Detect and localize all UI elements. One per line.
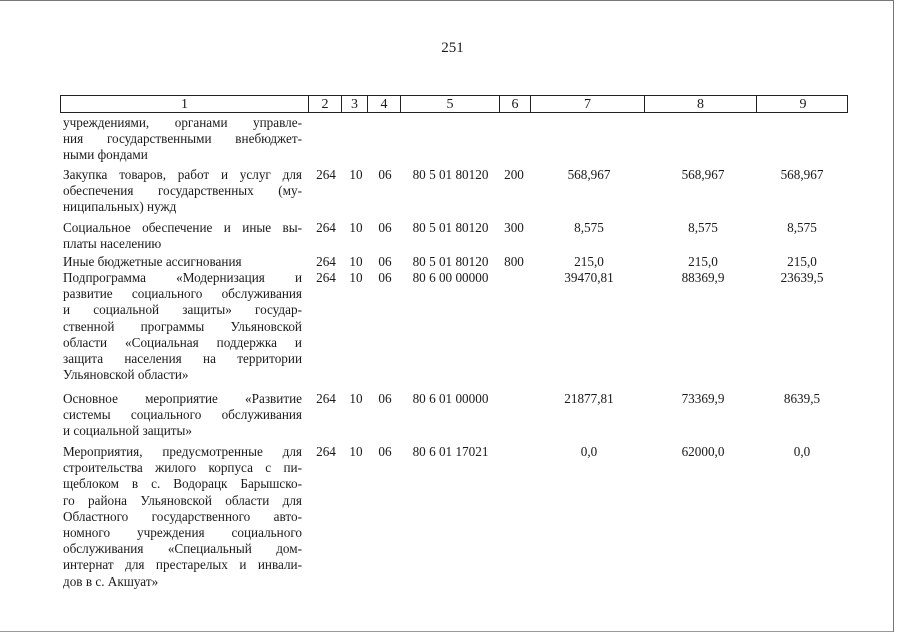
row-cell-c4: 06 [378,254,392,269]
row-cell-c2: 264 [316,220,336,235]
row-cell-c9: 8,575 [787,220,817,235]
row-cell-c8: 73369,9 [681,391,725,406]
row-cell-c9: 568,967 [780,167,824,182]
row-description-line: области «Социальная поддержка и [63,334,302,350]
row-cell-c5: 80 6 01 00000 [412,391,489,406]
column-header-7: 7 [531,96,645,112]
row-cell-c5: 80 6 01 17021 [412,444,489,459]
row-description-line: дов в с. Акшуат» [63,573,159,589]
row-cell-c5: 80 6 00 00000 [412,270,489,285]
row-description-line: Областного государственного авто- [63,508,302,524]
row-cell-c4: 06 [378,220,392,235]
row-cell-c2: 264 [316,254,336,269]
column-header-2: 2 [309,96,342,112]
row-cell-c6: 200 [504,167,524,182]
row-description-line: Основное мероприятие «Развитие [63,391,302,406]
row-description-line: учреждениями, органами управле- [63,115,302,130]
column-header-4: 4 [368,96,401,112]
row-cell-c2: 264 [316,270,336,285]
column-header-8: 8 [645,96,757,112]
row-description-line: Мероприятия, предусмотренные для [63,444,302,459]
column-header-6: 6 [500,96,531,112]
column-header-1: 1 [61,96,309,112]
row-description-line: защита населения на территории [63,351,302,366]
row-cell-c9: 23639,5 [780,270,824,285]
row-cell-c4: 06 [378,444,392,459]
row-cell-c8: 62000,0 [681,444,725,459]
row-cell-c6: 300 [504,220,524,235]
row-cell-c6: 800 [504,254,524,269]
row-cell-c2: 264 [316,444,336,459]
row-cell-c7: 39470,81 [564,270,614,285]
row-cell-c8: 88369,9 [681,270,725,285]
row-cell-c3: 10 [349,270,363,285]
row-description-line: Ульяновской области» [63,367,189,383]
row-cell-c4: 06 [378,167,392,182]
row-description-line: Подпрограмма «Модернизация и [63,270,302,285]
page-number: 251 [441,40,464,56]
row-cell-c3: 10 [349,444,363,459]
row-cell-c2: 264 [316,167,336,182]
row-description-line: Иные бюджетные ассигнования [63,254,242,269]
table-header-row [60,95,848,113]
row-cell-c3: 10 [349,254,363,269]
row-description-line: и социальной защиты» [63,423,192,439]
row-cell-c4: 06 [378,270,392,285]
row-description-line: и социальной защиты» государ- [63,302,302,318]
row-cell-c9: 215,0 [787,254,817,269]
row-cell-c2: 264 [316,391,336,406]
row-cell-c4: 06 [378,391,392,406]
row-description-line: интернат для престарелых и инвали- [63,557,302,573]
row-cell-c5: 80 5 01 80120 [412,220,489,235]
row-cell-c7: 0,0 [580,444,598,459]
row-description-line: ственной программы Ульяновской [63,318,302,334]
row-cell-c3: 10 [349,167,363,182]
row-cell-c5: 80 5 01 80120 [412,167,489,182]
row-cell-c8: 568,967 [681,167,725,182]
row-description-line: ниципальных) нужд [63,199,177,215]
row-description-line: системы социального обслуживания [63,407,302,423]
row-cell-c9: 8639,5 [783,391,821,406]
row-cell-c3: 10 [349,220,363,235]
row-cell-c9: 0,0 [793,444,811,459]
row-description-line: строительства жилого корпуса с пи- [63,460,302,476]
page-border-top [0,0,893,1]
row-cell-c7: 8,575 [574,220,604,235]
row-cell-c7: 21877,81 [564,391,614,406]
row-cell-c5: 80 5 01 80120 [412,254,489,269]
row-description-line: ния государственными внебюджет- [63,131,302,147]
row-description-line: платы населению [63,236,162,252]
row-description-line: обеспечения государственных (му- [63,183,302,199]
page-border-right [893,0,894,632]
row-description-line: обслуживания «Специальный дом- [63,541,302,557]
column-header-9: 9 [799,97,807,112]
row-description-line: Социальное обеспечение и иные вы- [63,220,302,235]
row-description-line: щеблоком в с. Водорацк Барышско- [63,476,302,492]
row-description-line: ными фондами [63,147,148,163]
row-description-line: развитие социального обслуживания [63,286,302,302]
row-cell-c8: 215,0 [688,254,718,269]
column-header-5: 5 [401,96,500,112]
page-border-bottom [0,631,893,632]
row-description-line: номного учреждения социального [63,525,302,540]
column-header-3: 3 [342,96,368,112]
row-cell-c7: 215,0 [574,254,604,269]
row-cell-c8: 8,575 [688,220,718,235]
row-description-line: Закупка товаров, работ и услуг для [63,167,302,182]
row-cell-c3: 10 [349,391,363,406]
row-cell-c7: 568,967 [567,167,611,182]
row-description-line: го района Ульяновской области для [63,492,302,508]
